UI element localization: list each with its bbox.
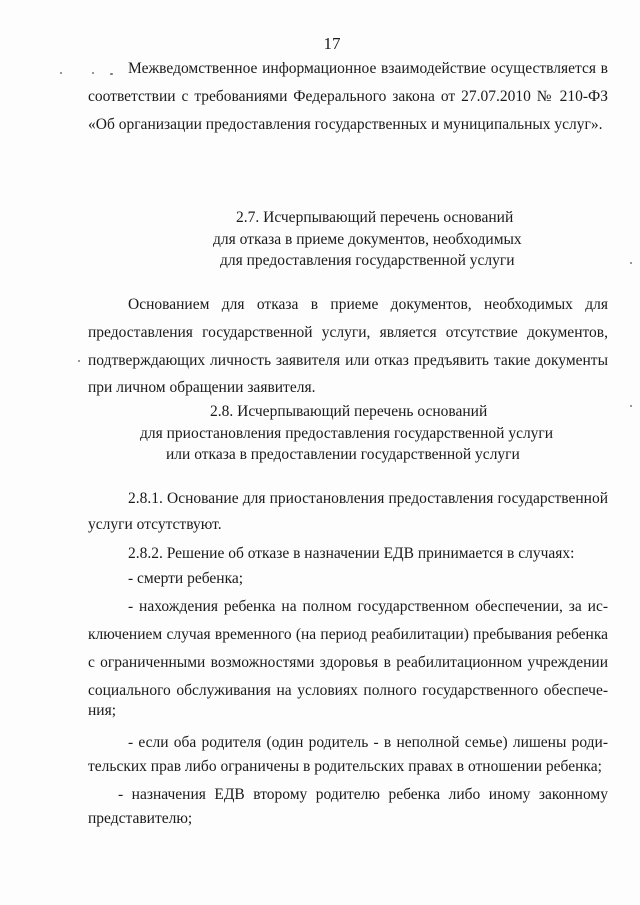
list-item-2-line-5: ния; — [88, 702, 117, 719]
scan-speck — [110, 73, 113, 75]
intro-line-3: «Об организации предоставления государственных и муниципальных услуг». — [88, 116, 603, 133]
scan-speck — [78, 360, 80, 362]
list-item-1-line-1: - смерти ребенка; — [128, 570, 244, 587]
scan-speck — [630, 262, 632, 264]
section-2-8-heading-line-2: для приостановления предоставления государственной услуги — [140, 425, 554, 442]
section-2-8-heading-line-1: 2.8. Исчерпывающий перечень оснований — [210, 403, 488, 420]
list-item-2-line-3: с ограниченными возможностями здоровья в реабилитационном учреждении — [88, 654, 608, 671]
intro-line-2: соответствии с требованиями Федерального закона от 27.07.2010 № 210-ФЗ — [88, 88, 608, 105]
list-item-3-line-1: - если оба родителя (один родитель - в неполной семье) лишены роди- — [128, 734, 608, 751]
section-2-7-body-line-3: подтверждающих личность заявителя или отказ предъявить такие документы — [88, 352, 608, 369]
section-2-7-body-line-4: при личном обращении заявителя. — [88, 379, 316, 396]
section-2-8-heading-line-3: или отказа в предоставлении государственной услуги — [166, 446, 520, 463]
page-number: 17 — [323, 34, 341, 53]
section-2-7-heading-line-1: 2.7. Исчерпывающий перечень оснований — [236, 209, 514, 226]
scan-speck — [60, 72, 62, 74]
list-item-3-line-2: тельских прав либо ограничены в родительских правах в отношении ребенка; — [88, 758, 602, 775]
list-item-4-line-2: представителю; — [88, 810, 193, 827]
section-2-7-heading-line-2: для отказа в приеме документов, необходимых — [213, 231, 522, 248]
list-item-2-line-2: ключением случая временного (на период реабилитации) пребывания ребенка — [88, 626, 608, 643]
p-2-8-1-line-1: 2.8.1. Основание для приостановления предоставления государственной — [128, 490, 608, 507]
section-2-7-heading-line-3: для предоставления государственной услуги — [220, 252, 515, 269]
section-2-7-body-line-2: предоставления государственной услуги, является отсутствие документов, — [88, 324, 608, 341]
p-2-8-2: 2.8.2. Решение об отказе в назначении ЕДВ принимается в случаях: — [128, 545, 575, 562]
section-2-7-body-line-1: Основанием для отказа в приеме документов, необходимых для — [128, 296, 608, 313]
scan-speck — [630, 405, 632, 407]
scan-speck — [92, 72, 94, 74]
list-item-2-line-4: социального обслуживания на условиях полного государственного обеспече- — [88, 682, 608, 699]
list-item-2-line-1: - нахождения ребенка на полном государственном обеспечении, за ис- — [128, 598, 608, 615]
p-2-8-1-line-2: услуги отсутствуют. — [88, 516, 222, 533]
list-item-4-line-1: - назначения ЕДВ второму родителю ребенка либо иному законному — [118, 786, 608, 803]
intro-line-1: Межведомственное информационное взаимодействие осуществляется в — [128, 60, 608, 77]
